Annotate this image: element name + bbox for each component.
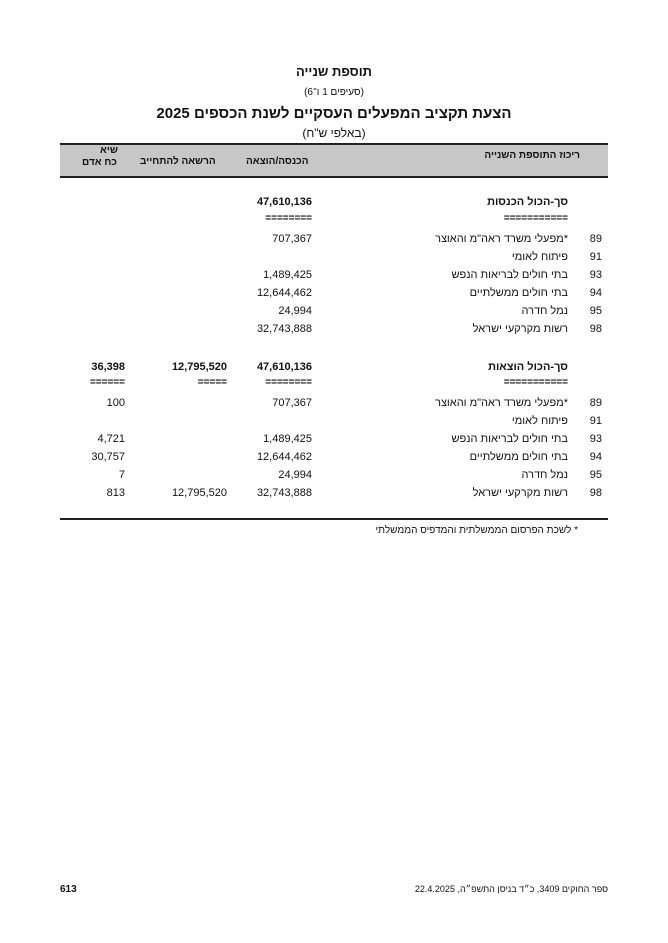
table-bottom-rule <box>60 518 608 520</box>
expense-amount: 24,994 <box>278 469 312 481</box>
income-budget-code: 93 <box>589 269 602 281</box>
expense-budget-code: 89 <box>589 397 602 409</box>
expense-amount: 32,743,888 <box>256 487 312 499</box>
expense-commitment: 12,795,520 <box>171 487 227 499</box>
expense-row <box>60 451 608 469</box>
units-label: (באלפי ש"ח) <box>302 126 366 140</box>
income-row <box>60 233 608 251</box>
expense-row <box>60 469 608 487</box>
income-row <box>60 251 608 269</box>
expense-label-eq: =========== <box>503 377 568 388</box>
expense-total-amount: 47,610,136 <box>256 361 312 373</box>
expense-budget-name: רשות מקרקעי ישראל <box>472 487 568 499</box>
header-commitment: הרשאה להתחייב <box>140 156 216 167</box>
income-row <box>60 287 608 305</box>
income-total-eq: ======== <box>265 213 312 224</box>
expense-manpower: 100 <box>106 397 125 409</box>
expense-total-eq: ======== <box>265 377 312 388</box>
footnote: * לשכת הפרסום הממשלתית והמדפיס הממשלתי <box>375 525 578 536</box>
expense-budget-code: 91 <box>589 415 602 427</box>
expense-row <box>60 397 608 415</box>
expense-budget-name: פיתוח לאומי <box>511 415 568 427</box>
expense-row <box>60 487 608 505</box>
expense-budget-name: בתי חולים לבריאות הנפש <box>451 433 568 445</box>
expense-commitment-total: 12,795,520 <box>171 361 227 373</box>
income-budget-code: 94 <box>589 287 602 299</box>
income-amount: 707,367 <box>272 233 312 245</box>
income-row <box>60 323 608 341</box>
header-income-expense: הכנסה/הוצאה <box>246 156 309 167</box>
expense-total-underline <box>60 377 608 395</box>
expense-row <box>60 415 608 433</box>
income-budget-code: 91 <box>589 251 602 263</box>
income-budget-code: 98 <box>589 323 602 335</box>
page-number: 613 <box>60 884 77 895</box>
expense-budget-code: 98 <box>589 487 602 499</box>
expense-manpower-eq: ====== <box>89 377 125 388</box>
income-budget-name: בתי חולים לבריאות הנפש <box>451 269 568 281</box>
income-budget-name: רשות מקרקעי ישראל <box>472 323 568 335</box>
expense-commitment-eq: ===== <box>197 377 227 388</box>
expense-budget-code: 94 <box>589 451 602 463</box>
income-amount: 1,489,425 <box>263 269 312 281</box>
expense-manpower: 4,721 <box>97 433 125 445</box>
section-reference: (סעיפים 1 ו־6) <box>304 87 364 98</box>
expense-amount: 12,644,462 <box>256 451 312 463</box>
income-budget-name: נמל חדרה <box>521 305 568 317</box>
income-total-underline <box>60 213 608 231</box>
main-title: הצעת תקציב המפעלים העסקיים לשנת הכספים 2025 <box>156 105 512 122</box>
appendix-title: תוספת שנייה <box>295 64 373 79</box>
expense-manpower-total: 36,398 <box>91 361 125 373</box>
income-label-eq: =========== <box>503 213 568 224</box>
header-summary: ריכוז התוספת השנייה <box>484 150 580 161</box>
expense-budget-name: מפעלי משרד ראה"מ והאוצר* <box>435 397 568 409</box>
expense-amount: 1,489,425 <box>263 433 312 445</box>
income-total-row <box>60 196 608 214</box>
table-header <box>60 143 608 178</box>
expense-total-label: סך-הכול הוצאות <box>488 361 568 373</box>
header-manpower-line2: כח אדם <box>82 157 117 168</box>
expense-budget-code: 93 <box>589 433 602 445</box>
expense-manpower: 30,757 <box>91 451 125 463</box>
publication-footer: ספר החוקים 3409, כ״ד בניסן התשפ״ה, 22.4.2025 <box>414 884 608 894</box>
income-amount: 24,994 <box>278 305 312 317</box>
expense-manpower: 813 <box>106 487 125 499</box>
expense-budget-name: נמל חדרה <box>521 469 568 481</box>
expense-amount: 707,367 <box>272 397 312 409</box>
income-budget-code: 95 <box>589 305 602 317</box>
income-budget-name: בתי חולים ממשלתיים <box>469 287 568 299</box>
income-amount: 12,644,462 <box>256 287 312 299</box>
header-manpower-line1: שיא <box>100 145 118 156</box>
income-row <box>60 305 608 323</box>
expense-row <box>60 433 608 451</box>
income-row <box>60 269 608 287</box>
expense-budget-name: בתי חולים ממשלתיים <box>469 451 568 463</box>
expense-budget-code: 95 <box>589 469 602 481</box>
income-amount: 32,743,888 <box>256 323 312 335</box>
expense-manpower: 7 <box>118 469 125 481</box>
income-total-label: סך-הכול הכנסות <box>487 196 568 208</box>
income-budget-code: 89 <box>589 233 602 245</box>
income-budget-name: פיתוח לאומי <box>511 251 568 263</box>
income-total-amount: 47,610,136 <box>256 196 312 208</box>
income-budget-name: מפעלי משרד ראה"מ והאוצר* <box>435 233 568 245</box>
